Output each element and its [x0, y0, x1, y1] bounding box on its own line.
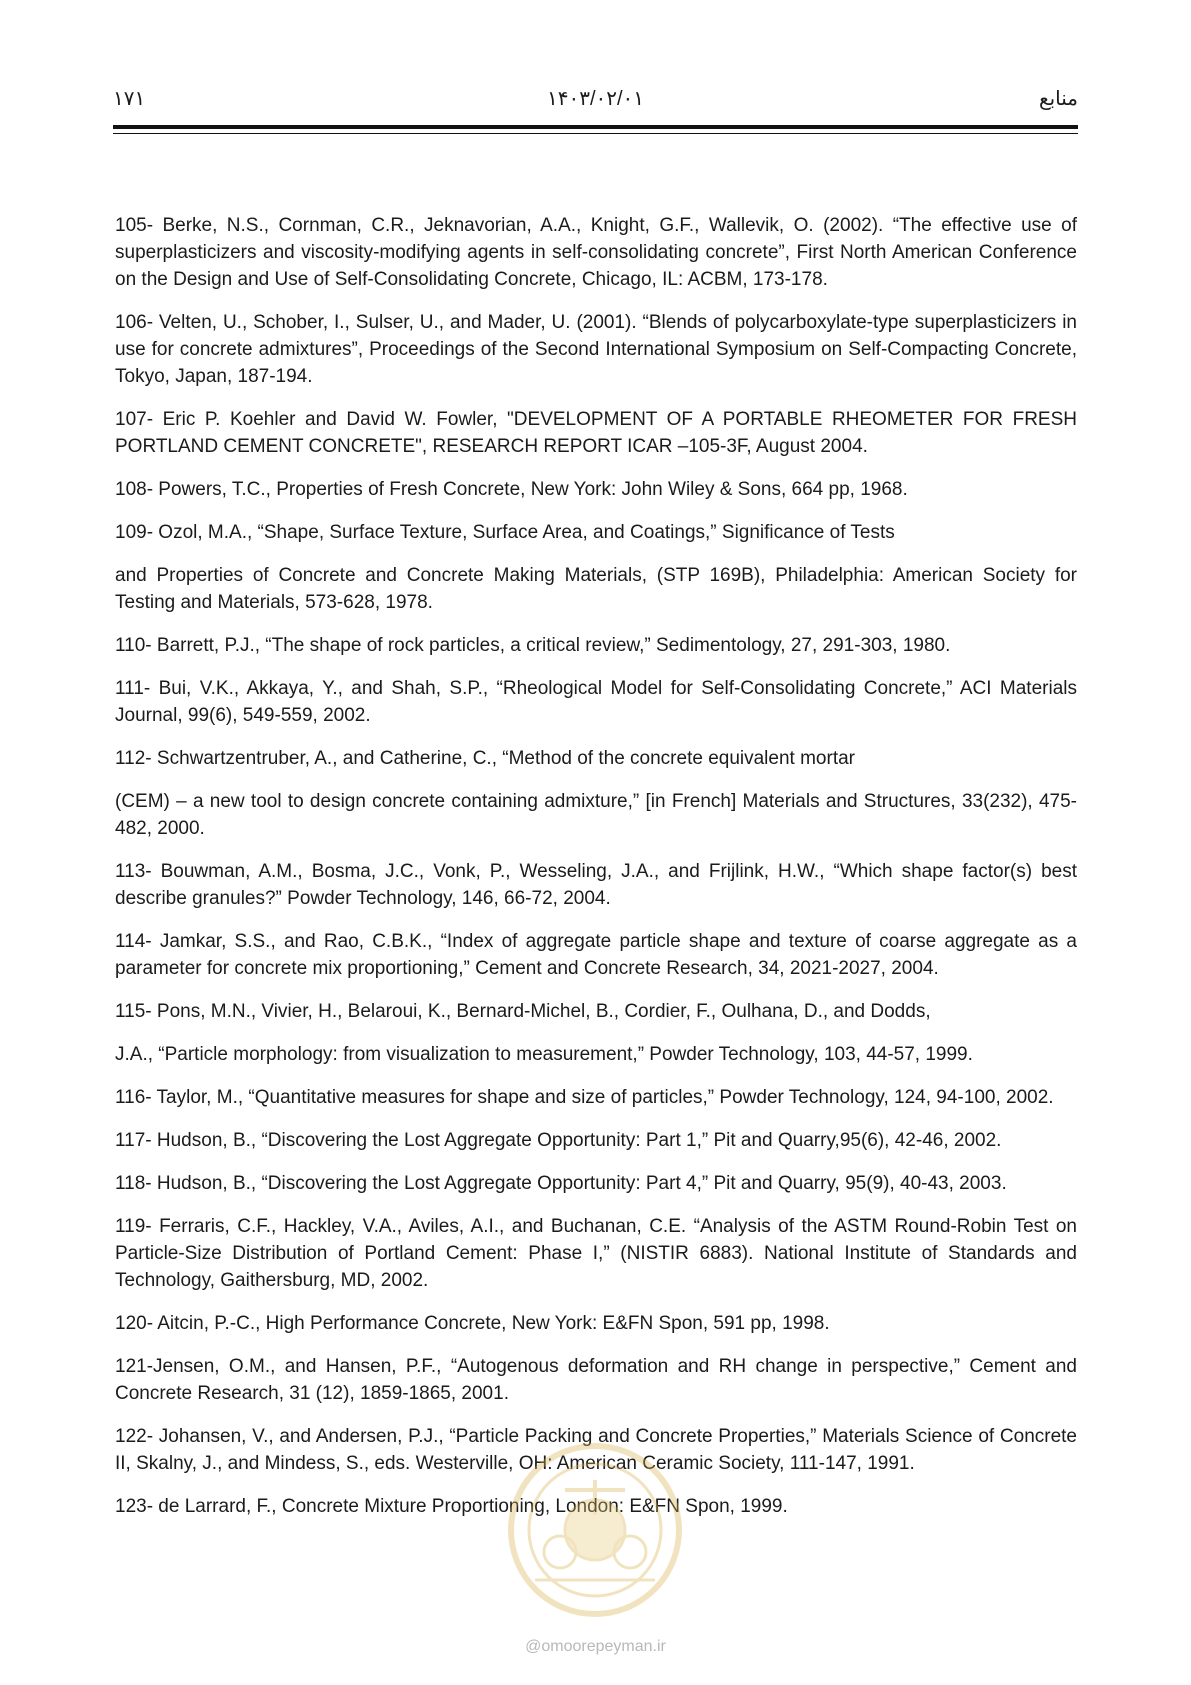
reference-item: 111- Bui, V.K., Akkaya, Y., and Shah, S.P., “Rheological Model for Self-Consolidating Concrete,” ACI Materials Journal, 99(6), 549-559, 2002. [115, 678, 1077, 726]
header-rule-thin [113, 133, 1078, 134]
reference-item: 115- Pons, M.N., Vivier, H., Belaroui, K., Bernard-Michel, B., Cordier, F., Oulhana, D., and Dodds, [115, 1001, 931, 1022]
reference-item: 116- Taylor, M., “Quantitative measures for shape and size of particles,” Powder Technology, 124, 94-100, 2002. [115, 1087, 1054, 1108]
reference-item: 110- Barrett, P.J., “The shape of rock particles, a critical review,” Sedimentology, 27, 291-303, 1980. [115, 635, 951, 656]
reference-list [115, 212, 1077, 1536]
reference-item: 122- Johansen, V., and Andersen, P.J., “Particle Packing and Concrete Properties,” Materials Science of Concrete II, Skalny, J., and Mindess, S., eds. Westerville, OH: American Ceramic Society, 111-147, 1991. [115, 1426, 1077, 1474]
reference-item: 109- Ozol, M.A., “Shape, Surface Texture, Surface Area, and Coatings,” Significance of Tests [115, 522, 895, 543]
reference-item: 119- Ferraris, C.F., Hackley, V.A., Aviles, A.I., and Buchanan, C.E. “Analysis of the ASTM Round-Robin Test on Particle-Size Distribution of Portland Cement: Phase I,” (NISTIR 6883). National Institute of Standards and Technology, Gaithersburg, MD, 2002. [115, 1216, 1077, 1291]
reference-item: 112- Schwartzentruber, A., and Catherine, C., “Method of the concrete equivalent mortar [115, 748, 855, 769]
reference-item: 108- Powers, T.C., Properties of Fresh Concrete, New York: John Wiley & Sons, 664 pp, 1968. [115, 479, 908, 500]
watermark-text: @omoorepeyman.ir [525, 1638, 666, 1655]
reference-item: J.A., “Particle morphology: from visualization to measurement,” Powder Technology, 103, 44-57, 1999. [115, 1044, 973, 1065]
page-header [113, 86, 1078, 116]
reference-item: 105- Berke, N.S., Cornman, C.R., Jeknavorian, A.A., Knight, G.F., Wallevik, O. (2002). “The effective use of superplasticizers and viscosity-modifying agents in self-consolidating concrete”, First North American Conference on the Design and Use of Self-Consolidating Concrete, Chicago, IL: ACBM, 173-178. [115, 215, 1077, 290]
watermark-seal-icon [505, 1440, 685, 1620]
section-title: منابع [1038, 88, 1078, 110]
reference-item: 117- Hudson, B., “Discovering the Lost Aggregate Opportunity: Part 1,” Pit and Quarry,95(6), 42-46, 2002. [115, 1130, 1002, 1151]
reference-item: 107- Eric P. Koehler and David W. Fowler, "DEVELOPMENT OF A PORTABLE RHEOMETER FOR FRESH PORTLAND CEMENT CONCRETE", RESEARCH REPORT ICAR –105-3F, August 2004. [115, 409, 1077, 457]
reference-item: and Properties of Concrete and Concrete Making Materials, (STP 169B), Philadelphia: American Society for Testing and Materials, 573-628, 1978. [115, 565, 1077, 613]
reference-item: 118- Hudson, B., “Discovering the Lost Aggregate Opportunity: Part 4,” Pit and Quarry, 95(9), 40-43, 2003. [115, 1173, 1007, 1194]
reference-item: (CEM) – a new tool to design concrete containing admixture,” [in French] Materials and Structures, 33(232), 475-482, 2000. [115, 791, 1077, 839]
header-date: ۱۴۰۳/۰۲/۰۱ [546, 88, 645, 110]
header-rule-thick [113, 125, 1078, 129]
reference-item: 120- Aitcin, P.-C., High Performance Concrete, New York: E&FN Spon, 591 pp, 1998. [115, 1313, 830, 1334]
reference-item: 121-Jensen, O.M., and Hansen, P.F., “Autogenous deformation and RH change in perspective,” Cement and Concrete Research, 31 (12), 1859-1865, 2001. [115, 1356, 1077, 1404]
page-number: ۱۷۱ [113, 88, 146, 110]
reference-item: 114- Jamkar, S.S., and Rao, C.B.K., “Index of aggregate particle shape and texture of coarse aggregate as a parameter for concrete mix proportioning,” Cement and Concrete Research, 34, 2021-2027, 2004. [115, 931, 1077, 979]
reference-item: 123- de Larrard, F., Concrete Mixture Proportioning, London: E&FN Spon, 1999. [115, 1496, 788, 1517]
reference-item: 113- Bouwman, A.M., Bosma, J.C., Vonk, P., Wesseling, J.A., and Frijlink, H.W., “Which shape factor(s) best describe granules?” Powder Technology, 146, 66-72, 2004. [115, 861, 1077, 909]
reference-item: 106- Velten, U., Schober, I., Sulser, U., and Mader, U. (2001). “Blends of polycarboxylate-type superplasticizers in use for concrete admixtures”, Proceedings of the Second International Symposium on Self-Compacting Concrete, Tokyo, Japan, 187-194. [115, 312, 1077, 387]
